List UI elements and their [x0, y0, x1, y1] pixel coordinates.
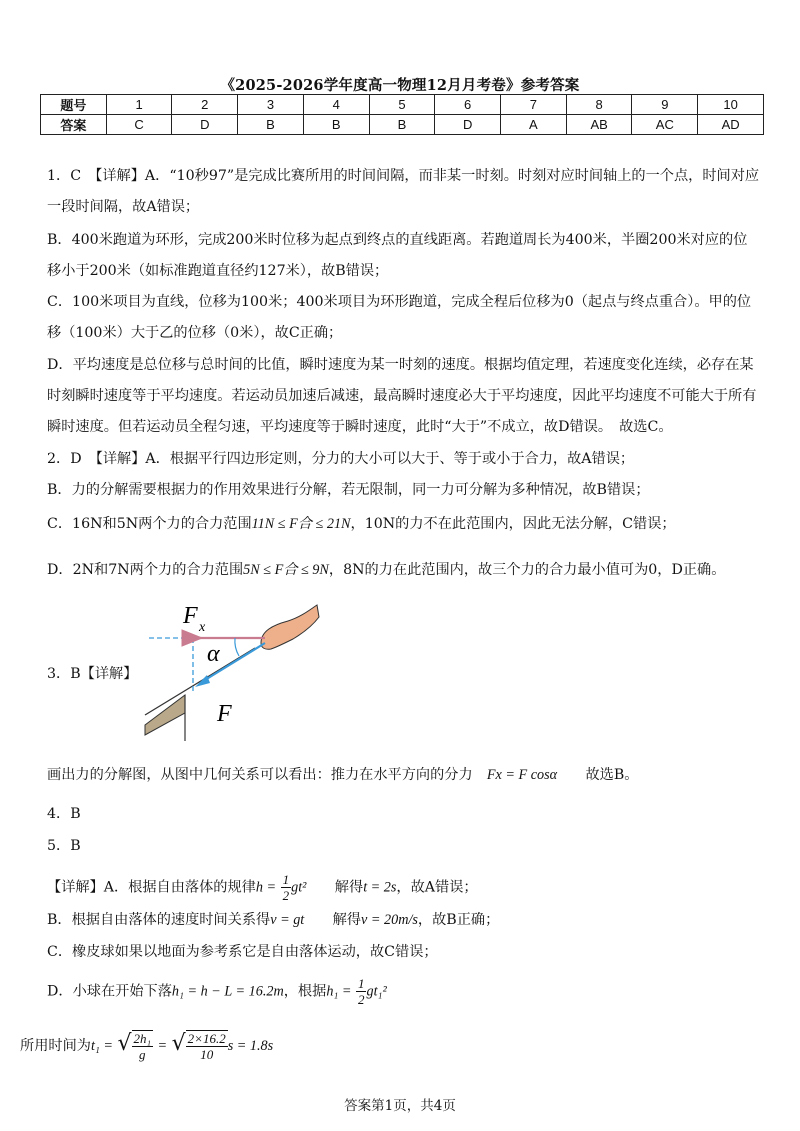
q3-formula: Fx = F cosα: [486, 767, 558, 783]
q5-text: ，根据: [283, 983, 327, 1000]
q5-line-c: C．橡皮球如果以地面为参考系它是自由落体运动，故C错误；: [47, 944, 438, 960]
q5-formula: v = gt: [270, 912, 305, 928]
q3-text: 画出力的分解图，从图中几何关系可以看出：推力在水平方向的分力: [47, 767, 473, 783]
table-cell: B: [238, 115, 304, 135]
table-cell: B: [369, 115, 435, 135]
q2-formula: 11N ≤ F合 ≤ 21N: [251, 516, 351, 532]
angle-arc: [235, 638, 239, 656]
table-cell: AD: [698, 115, 764, 135]
q5-formula: v = 20m/s: [361, 912, 418, 928]
force-diagram: [143, 603, 333, 748]
fraction-denominator: 10: [200, 1047, 214, 1062]
q5-formula: h₁ = h − L = 16.2m: [171, 983, 284, 1000]
fraction-numerator: 1: [357, 976, 365, 991]
q1-line-7: D．平均速度是总位移与总时间的比值，瞬时速度为某一时刻的速度。根据均值定理，若速度变化连续，必存在某: [47, 357, 754, 373]
q2-text: ，10N的力不在此范围内，因此无法分解，C错误；: [350, 516, 676, 532]
hand-shape: [261, 605, 319, 649]
q5-line-a: [47, 872, 478, 903]
f-label: F: [217, 701, 232, 727]
page-footer: 答案第1页，共4页: [344, 1098, 456, 1114]
fx-label: F: [183, 603, 198, 629]
q5-text: 所用时间为: [20, 1038, 91, 1054]
q5-text: ，故B正确；: [417, 912, 500, 928]
table-cell: 10: [698, 95, 764, 115]
table-cell: 5: [369, 95, 435, 115]
incline-shape: [145, 695, 185, 735]
sqrt-symbol: √: [171, 1031, 186, 1056]
q5-formula: h =: [255, 879, 277, 896]
q4-label: 4．B: [47, 806, 81, 822]
table-cell: 9: [632, 95, 698, 115]
fraction: [356, 976, 367, 1007]
q5-line-b: [47, 910, 499, 930]
fraction: [281, 872, 292, 903]
q1-line-3: B．400米跑道为环形，完成200米时位移为起点到终点的直线距离。若跑道周长为400米，半圈200米对应的位: [47, 232, 748, 248]
q5-formula: h₁ =: [326, 983, 352, 1000]
q5-formula: =: [157, 1038, 168, 1054]
q2-line-4: [47, 560, 725, 580]
q1-line-4: 移小于200米（如标准跑道直径约127米），故B错误；: [47, 263, 389, 279]
q5-label: 5．B: [47, 838, 81, 854]
q2-formula: 5N ≤ F合 ≤ 9N: [243, 562, 329, 578]
table-cell: B: [303, 115, 369, 135]
table-cell: C: [106, 115, 172, 135]
q5-line-d: [47, 976, 387, 1007]
q2-text: C．16N和5N两个力的合力范围: [47, 516, 252, 532]
table-cell: 3: [238, 95, 304, 115]
table-cell: 4: [303, 95, 369, 115]
q2-text: ，8N的力在此范围内，故三个力的合力最小值可为0，D正确。: [328, 562, 726, 578]
q2-line-2: B．力的分解需要根据力的作用效果进行分解，若无限制，同一力可分解为多种情况，故B错误；: [47, 482, 650, 498]
fraction-denominator: 2: [357, 992, 365, 1007]
table-cell: 1: [106, 95, 172, 115]
q5-formula: t₁ =: [90, 1038, 113, 1054]
q5-text: ，故A错误；: [396, 879, 478, 896]
table-cell: AB: [566, 115, 632, 135]
q5-text: 解得: [332, 912, 362, 928]
table-cell: A: [501, 115, 567, 135]
q5-line-time: [20, 1030, 273, 1062]
q1-line-9: 瞬时速度。但若运动员全程匀速，平均速度等于瞬时速度，此时“大于”不成立，故D错误。 故选C。: [47, 419, 673, 435]
q5-text: D．小球在开始下落: [47, 983, 172, 1000]
fx-subscript: x: [199, 620, 206, 635]
q1-line-2: 一段时间隔，故A错误；: [47, 199, 200, 215]
q3-explanation: [47, 765, 638, 785]
table-header-cell: 题号: [41, 95, 107, 115]
fraction-numerator: 2×16.2: [187, 1031, 226, 1046]
table-cell: D: [435, 115, 501, 135]
sqrt-symbol: √: [117, 1031, 132, 1056]
table-cell: AC: [632, 115, 698, 135]
fraction-numerator: 2h₁: [133, 1031, 152, 1046]
q5-formula: t = 2s: [363, 879, 397, 896]
table-cell: D: [172, 115, 238, 135]
q5-text: 解得: [334, 879, 364, 896]
q5-text: B．根据自由落体的速度时间关系得: [47, 912, 271, 928]
q2-line-3: [47, 514, 676, 534]
table-cell: 7: [501, 95, 567, 115]
table-cell: 2: [172, 95, 238, 115]
table-row-answers: [41, 115, 764, 135]
alpha-label: α: [207, 641, 220, 667]
q1-line-8: 时刻瞬时速度等于平均速度。若运动员加速后减速，最高瞬时速度必大于平均速度，因此平均速度不可能大于所有: [47, 388, 757, 404]
table-header-cell: 答案: [41, 115, 107, 135]
fraction-denominator: 2: [282, 888, 290, 903]
q2-line-1: 2．D 【详解】A．根据平行四边形定则，分力的大小可以大于、等于或小于合力，故A错误；: [47, 451, 635, 467]
fraction: [186, 1030, 228, 1062]
q5-formula: s = 1.8s: [227, 1038, 274, 1054]
fraction-numerator: 1: [282, 872, 290, 887]
q1-line-6: 移（100米）大于乙的位移（0米），故C正确；: [47, 325, 343, 341]
q5-formula: gt²: [291, 879, 307, 896]
table-cell: 8: [566, 95, 632, 115]
table-cell: 6: [435, 95, 501, 115]
fraction: [132, 1030, 154, 1062]
q3-label: 3．B【详解】: [47, 666, 138, 682]
q3-text: 故选B。: [585, 767, 639, 783]
q1-line-5: C．100米项目为直线，位移为100米；400米项目为环形跑道，完成全程后位移为0（起点与终点重合）。甲的位: [47, 294, 752, 310]
answer-table: [40, 94, 764, 135]
q5-formula: gt₁²: [366, 983, 387, 1000]
fraction-denominator: g: [139, 1047, 146, 1062]
page-title: 《2025-2026学年度高一物理12月月考卷》参考答案: [220, 77, 580, 94]
table-row-numbers: [41, 95, 764, 115]
q1-line-1: 1．C 【详解】A．“10秒97”是完成比赛所用的时间间隔，而非某一时刻。时刻对应时间轴上的一个点，时间对应: [47, 168, 760, 184]
q5-text: 【详解】A．根据自由落体的规律: [47, 879, 256, 896]
q2-text: D．2N和7N两个力的合力范围: [47, 562, 244, 578]
